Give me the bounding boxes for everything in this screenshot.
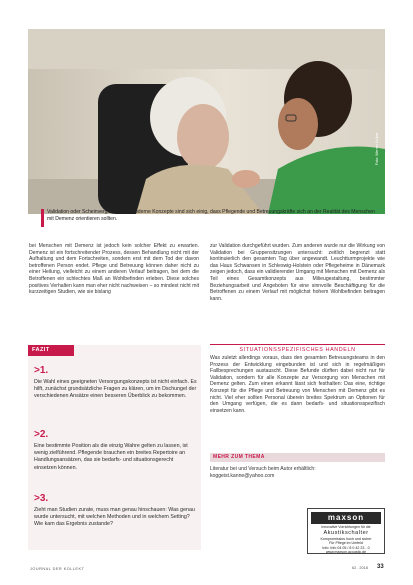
fazit-text: Eine bestimmte Position als die einzig Wahre gelten zu lassen, ist wenig zielführend. Pflegende brauchen ein breites Repertoire an Handlungsansätzen, das sie bedarfs- und situationsgerecht einsetzen können. xyxy=(34,443,188,471)
paragraph: bei Menschen mit Demenz ist jedoch kein solcher Effekt zu erwarten. Demenz ist ein fortschreitender Prozess, dessen Behandlung nicht mit der Aufhaltung und dem Fortschreiten, sondern erst mit dem Tod der davon betroffenen Person endet. Pflege und Betreuung können daher nicht zu einer Heilung, vielleicht zu einem anderen Verlauf beitragen, bei dem die Betroffenen ein schlechtes Maß an Wohlbefinden erleben. Diese solches positives Verhalten kann man eher nicht nachweisen – so mindest nicht mit kurzzeitigen Studien, wie sie bislang xyxy=(29,243,199,296)
body-text-right xyxy=(210,243,385,302)
paragraph: Was zuletzt allerdings voraus, dass den gesamten Betreuungsteams in den Prozess der Entwicklung eingebunden ist und sich in regelmäßigen Fallbesprechungen austauscht. Diese Befunde dürften dabei nicht nur für Validation, sondern für alle Konzepte zur Versorgung von Menschen mit Demenz gelten. Zum einen erkannt lässt sich festhalten: Das eine, richtige Konzept für die Pflege und Betreuung von Menschen mit Demenz gibt es nicht. Viel eher sollten Personal überein breites Spektrum an Optionen für den Umgang verfügen, die es dann bedarfs- und situationsspezifisch einsetzen kann. xyxy=(210,355,385,414)
fazit-number: >3. xyxy=(34,493,49,504)
ad-website[interactable]: www.maxson.acoustic.de xyxy=(325,550,367,554)
body-text-left xyxy=(29,243,199,296)
journal-name: JOURNAL DER KOLLEKT xyxy=(30,567,85,571)
more-on-topic-label: MEHR ZUM THEMA xyxy=(210,453,385,462)
page-number: 33 xyxy=(377,564,384,570)
fazit-number: >1. xyxy=(34,365,49,376)
author-info xyxy=(210,466,385,481)
ad-logo: maxson xyxy=(311,512,381,524)
literature-note: Literatur bei und Versuch beim Autor erhältlich: xyxy=(210,466,316,472)
ad-line: Für Pflege im Umfeld xyxy=(329,541,363,545)
fazit-label: FAZIT xyxy=(28,345,74,356)
fazit-item-1 xyxy=(34,365,197,401)
caption-accent-bar xyxy=(41,209,44,227)
fazit-text: Zieht man Studien zurate, muss man genau hinschauen: Was genau wurde untersucht, mit welchen Methoden und in welchem Setting? Wie kam das Ergebnis zustande? xyxy=(34,507,195,528)
ad-contact: Info: Info 04 05 / 8 0 42 23 - 0 xyxy=(322,546,370,550)
section-heading: SITUATIONSSPEZIFISCHES HANDELN xyxy=(210,344,385,353)
paragraph: zur Validation durchgeführt wurden. Zum anderen wurde nur die Wirkung von Validation bei Gruppensitzungen untersucht: zeitlich begrenzt statt kontinuierlich den gesamten Tag über angewandt. Leuchtturmprojekte wie das Haus Schwansen in Schleswig-Holstein oder Pflegeheime in Dänemark zeigen jedoch, dass ein validierender Umgang mit Menschen mit Demenz als Teil eines Gesamtkonzepts aus Milieugestaltung, bestimmter Beziehungsarbeit und Angeboten für eine sinnvolle Beschäftigung für die Betroffenen zu einem Verlauf mit möglichst hohem Wohlbefinden beitragen kann. xyxy=(210,243,385,302)
photo-caption: Validation oder Scheinvergleichung? Moderne Konzepte sind sich einig, dass Pflegende und Betreuungskräfte sich an der Realität des Menschen mit Demenz orientieren sollten. xyxy=(47,209,375,222)
photo-credit: Foto: Werner Krüper xyxy=(375,132,379,165)
issue-date: 62 . 2018 xyxy=(352,566,368,570)
ad-brand: Akustikschalter xyxy=(323,530,369,536)
advertisement[interactable] xyxy=(307,508,385,554)
body-text-right-mid xyxy=(210,355,385,414)
author-email[interactable]: koggeist.kanne@yahoo.com xyxy=(210,473,275,480)
fazit-item-2 xyxy=(34,429,197,472)
fazit-box xyxy=(28,345,201,550)
ad-line: Kompromisslos hoch und sicher xyxy=(320,537,372,541)
ad-subline: Innovative Vorrichtungen für die xyxy=(321,525,371,529)
fazit-text: Die Wahl eines geeigneten Versorgungskonzepts ist nicht einfach. Es hilft, zunächst grundsätzliche Fragen zu klären, um im Dschungel der verschiedenen Ansätze einen besseren Überblick zu bekommen. xyxy=(34,379,197,400)
fazit-number: >2. xyxy=(34,429,49,440)
article-photo xyxy=(28,29,385,214)
fazit-item-3 xyxy=(34,493,197,529)
